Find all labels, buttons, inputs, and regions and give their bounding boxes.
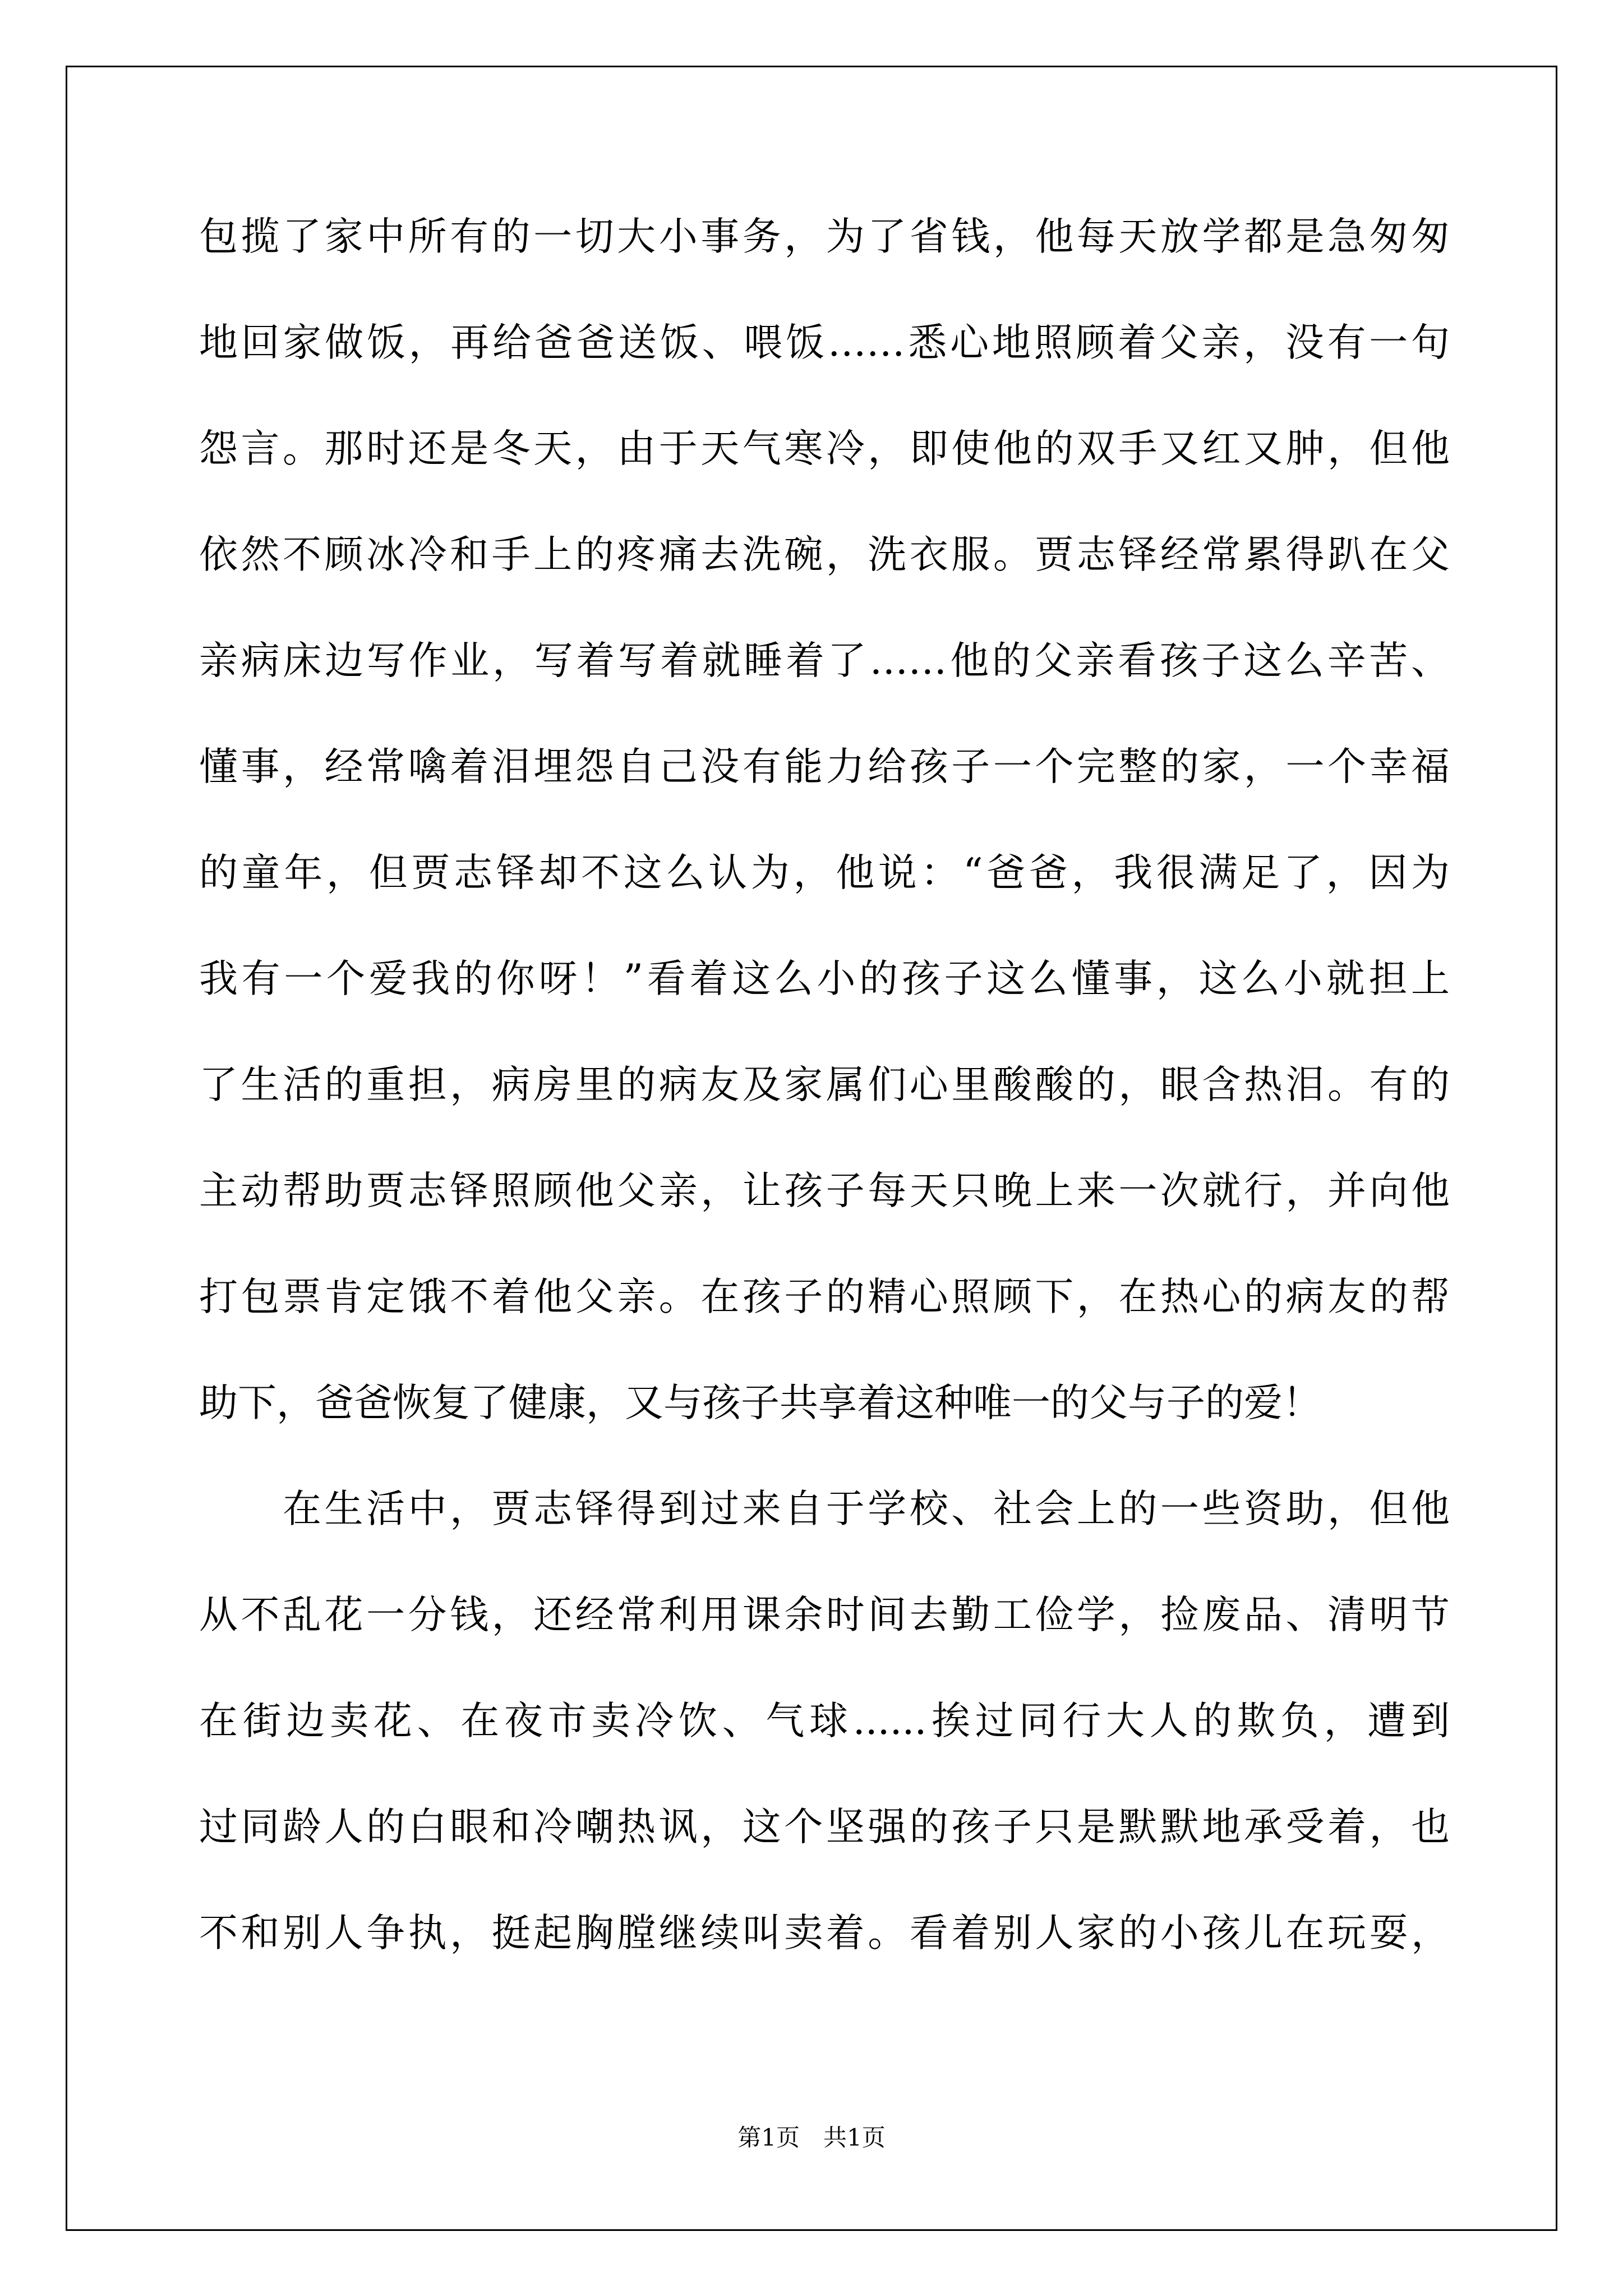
text-line: 打包票肯定饿不着他父亲。在孩子的精心照顾下，在热心的病友的帮	[199, 1274, 1450, 1319]
text-line: 怨言。那时还是冬天，由于天气寒冷，即使他的双手又红又肿，但他	[199, 426, 1450, 471]
text-line: 从不乱花一分钱，还经常利用课余时间去勤工俭学，捡废品、清明节	[199, 1593, 1450, 1637]
text-line: 在街边卖花、在夜市卖冷饮、气球......挨过同行大人的欺负，遭到	[199, 1699, 1450, 1743]
text-line: 不和别人争执，挺起胸膛继续叫卖着。看着别人家的小孩儿在玩耍，	[199, 1911, 1450, 1955]
page-footer	[0, 2119, 1623, 2153]
document-body	[199, 203, 1450, 2005]
page-number: 第1页 共1页	[737, 2124, 886, 2151]
text-line: 在生活中，贾志铎得到过来自于学校、社会上的一些资助，但他	[199, 1487, 1450, 1531]
text-line: 依然不顾冰冷和手上的疼痛去洗碗，洗衣服。贾志铎经常累得趴在父	[199, 532, 1450, 577]
text-line: 了生活的重担，病房里的病友及家属们心里酸酸的，眼含热泪。有的	[199, 1062, 1450, 1107]
text-line: 助下，爸爸恢复了健康，又与孩子共享着这种唯一的父与子的爱！	[199, 1381, 1321, 1425]
text-line: 地回家做饭，再给爸爸送饭、喂饭……悉心地照顾着父亲，没有一句	[199, 320, 1450, 365]
text-line: 懂事，经常噙着泪埋怨自己没有能力给孩子一个完整的家，一个幸福	[199, 744, 1450, 789]
text-line: 主动帮助贾志铎照顾他父亲，让孩子每天只晚上来一次就行，并向他	[199, 1168, 1450, 1213]
text-line: 包揽了家中所有的一切大小事务，为了省钱，他每天放学都是急匆匆	[199, 214, 1450, 259]
text-line: 的童年，但贾志铎却不这么认为，他说：“爸爸，我很满足了，因为	[199, 850, 1450, 895]
text-line: 我有一个爱我的你呀！”看着这么小的孩子这么懂事，这么小就担上	[199, 956, 1450, 1001]
text-line: 亲病床边写作业，写着写着就睡着了……他的父亲看孩子这么辛苦、	[199, 638, 1450, 683]
text-line: 过同龄人的白眼和冷嘲热讽，这个坚强的孩子只是默默地承受着，也	[199, 1805, 1450, 1849]
